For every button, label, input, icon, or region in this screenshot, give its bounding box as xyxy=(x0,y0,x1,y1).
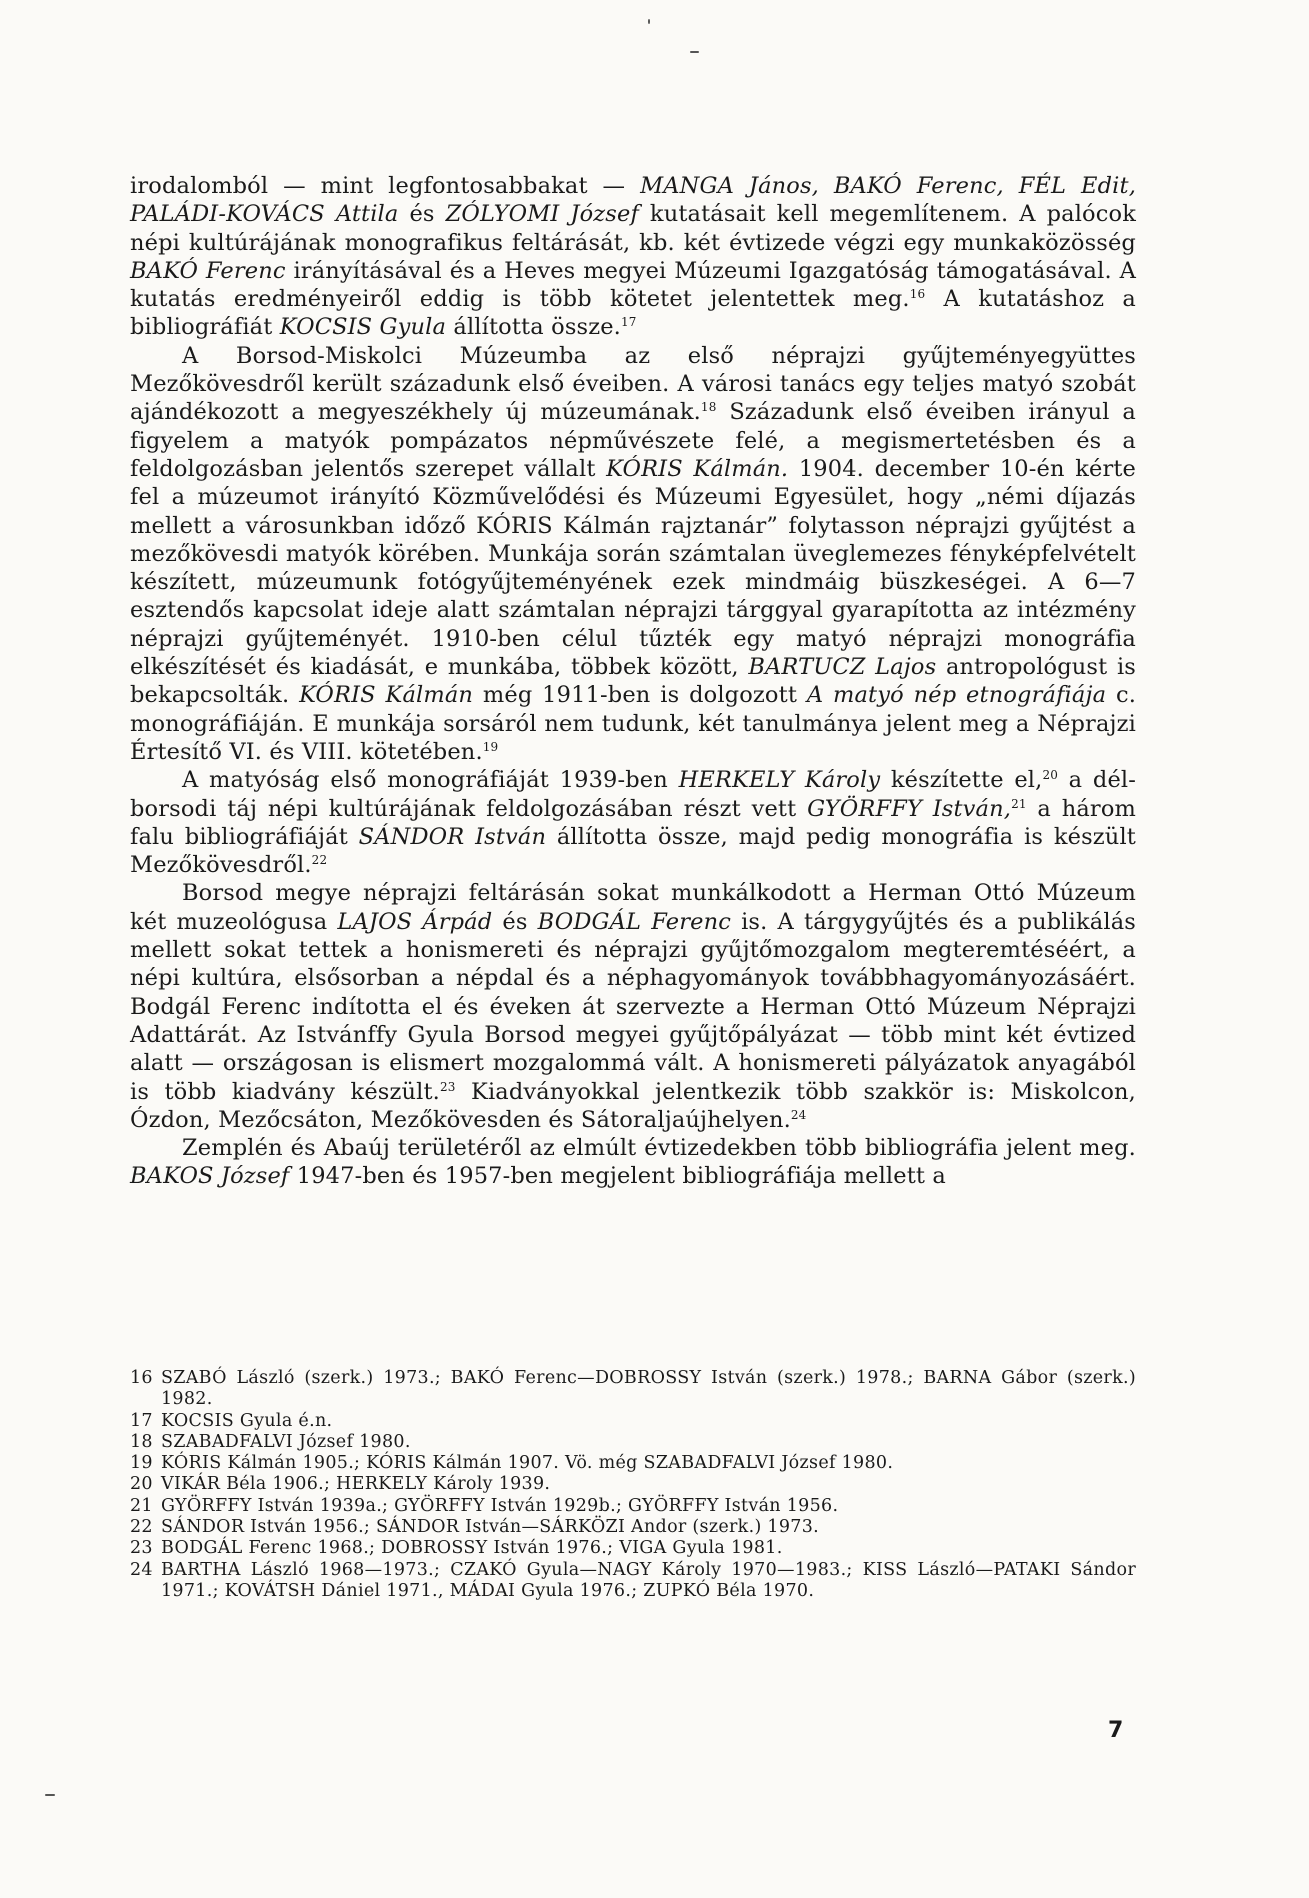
footnote-text: SZABADFALVI József 1980. xyxy=(161,1431,411,1452)
footnote xyxy=(130,1538,1136,1559)
paragraph: irodalomból — mint legfontosabbakat — MANGA János, BAKÓ Ferenc, FÉL Edit, PALÁDI-KOVÁCS Attila és ZÓLYOMI József kutatásait kell megemlítenem. A palócok népi kultúrájának monografikus feltárását, kb. két évtizede végzi egy munkaközösség BAKÓ Ferenc irányításával és a Heves megyei Múzeumi Igazgatóság támogatásával. A kutatás eredményeiről eddig is több kötetet jelentettek meg.$^{16}$ A kutatáshoz a bibliográfiát KOCSIS Gyula állította össze.$^{17}$ xyxy=(130,173,1136,341)
footnote-number: 21 xyxy=(130,1495,153,1516)
footnote-number: 24 xyxy=(130,1559,153,1580)
footnote-text: KOCSIS Gyula é.n. xyxy=(161,1410,333,1431)
paragraph: A Borsod-Miskolci Múzeumba az első néprajzi gyűjteményegyüttes Mezőkövesdről került századunk első éveiben. A városi tanács egy teljes matyó szobát ajándékozott a megyeszékhely új múzeumának.$^{18}$ Századunk első éveiben irányul a figyelem a matyók pompázatos népművészete felé, a megismertetésben és a feldolgozásban jelentős szerepet vállalt KÓRIS Kálmán. 1904. december 10-én kérte fel a múzeumot irányító Közművelődési és Múzeumi Egyesület, hogy „némi díjazás mellett a városunkban időző KÓRIS Kálmán rajztanár” folytasson néprajzi gyűjtést a mezőkövesdi matyók körében. Munkája során számtalan üveglemezes fényképfelvételt készített, múzeumunk fotógyűjteményének ezek mindmáig büszkeségei. A 6—7 esztendős kapcsolat ideje alatt számtalan néprajzi tárggyal gyarapította az intézmény néprajzi gyűjteményét. 1910-ben célul tűzték egy matyó néprajzi monográfia elkészítését és kiadását, e munkába, többek között, BARTUCZ Lajos antropológust is bekapcsolták. KÓRIS Kálmán még 1911-ben is dolgozott A matyó nép etnográfiája c. monográfiáján. E munkája sorsáról nem tudunk, két tanulmánya jelent meg a Néprajzi Értesítő VI. és VIII. kötetében.$^{19}$ xyxy=(130,342,1137,765)
footnote-text: VIKÁR Béla 1906.; HERKELY Károly 1939. xyxy=(161,1474,551,1495)
scan-speck xyxy=(690,51,699,53)
footnote-number: 17 xyxy=(130,1410,153,1431)
scan-speck xyxy=(45,1794,55,1796)
footnote-number: 22 xyxy=(130,1517,153,1538)
footnote-text: BARTHA László 1968—1973.; CZAKÓ Gyula—NAGY Károly 1970—1983.; KISS László—PATAKI Sándor 1971.; KOVÁTSH Dániel 1971., MÁDAI Gyula 1976.; ZUPKÓ Béla 1970. xyxy=(161,1559,1136,1601)
footnote xyxy=(130,1453,1136,1474)
footnote-text: SÁNDOR István 1956.; SÁNDOR István—SÁRKÖZI Andor (szerk.) 1973. xyxy=(161,1517,820,1538)
footnote-text: BODGÁL Ferenc 1968.; DOBROSSY István 1976.; VIGA Gyula 1981. xyxy=(161,1538,783,1559)
scan-speck xyxy=(648,19,650,24)
page-number: 7 xyxy=(1108,1718,1124,1743)
footnote xyxy=(130,1411,1136,1432)
footnote xyxy=(130,1432,1136,1453)
footnote-number: 16 xyxy=(130,1368,153,1388)
footnote-number: 19 xyxy=(130,1453,153,1474)
footnote xyxy=(130,1368,1136,1411)
footnote-text: GYÖRFFY István 1939a.; GYÖRFFY István 1929b.; GYÖRFFY István 1956. xyxy=(161,1495,839,1516)
body-text xyxy=(130,172,1136,1191)
footnote-text: SZABÓ László (szerk.) 1973.; BAKÓ Ferenc—DOBROSSY István (szerk.) 1978.; BARNA Gábor (szerk.) 1982. xyxy=(161,1368,1136,1410)
paragraph: Borsod megye néprajzi feltárásán sokat munkálkodott a Herman Ottó Múzeum két muzeológusa LAJOS Árpád és BODGÁL Ferenc is. A tárgygyűjtés és a publikálás mellett sokat tettek a honismereti és néprajzi gyűjtőmozgalom megteremtéséért, a népi kultúra, elsősorban a népdal és a néphagyományok továbbhagyományozásáért. Bodgál Ferenc indította el és éveken át szervezte a Herman Ottó Múzeum Néprajzi Adattárát. Az Istvánffy Gyula Borsod megyei gyűjtőpályázat — több mint két évtized alatt — országosan is elismert mozgalommá vált. A honismereti pályázatok anyagából is több kiadvány készült.$^{23}$ Kiadványokkal jelentkezik több szakkör is: Miskolcon, Ózdon, Mezőcsáton, Mezőkövesden és Sátoraljaújhelyen.$^{24}$ xyxy=(130,880,1136,1133)
footnote xyxy=(130,1474,1136,1495)
footnote xyxy=(130,1517,1136,1538)
footnote xyxy=(130,1560,1136,1603)
footnote xyxy=(130,1496,1136,1517)
footnote-text: KÓRIS Kálmán 1905.; KÓRIS Kálmán 1907. Vö. még SZABADFALVI József 1980. xyxy=(161,1453,894,1474)
paragraph: Zemplén és Abaúj területéről az elmúlt évtizedekben több bibliográfia jelent meg. BAKOS József 1947-ben és 1957-ben megjelent bibliográfiája mellett a xyxy=(130,1135,1136,1190)
footnotes xyxy=(130,1368,1136,1602)
footnote-number: 20 xyxy=(130,1474,153,1495)
footnote-number: 23 xyxy=(130,1538,153,1559)
paragraph: A matyóság első monográfiáját 1939-ben HERKELY Károly készítette el,$^{20}$ a dél-borsodi táj népi kultúrájának feldolgozásában részt vett GYÖRFFY István,$^{21}$ a három falu bibliográfiáját SÁNDOR István állította össze, majd pedig monográfia is készült Mezőkövesdről.$^{22}$ xyxy=(130,767,1137,879)
footnote-number: 18 xyxy=(130,1431,153,1452)
